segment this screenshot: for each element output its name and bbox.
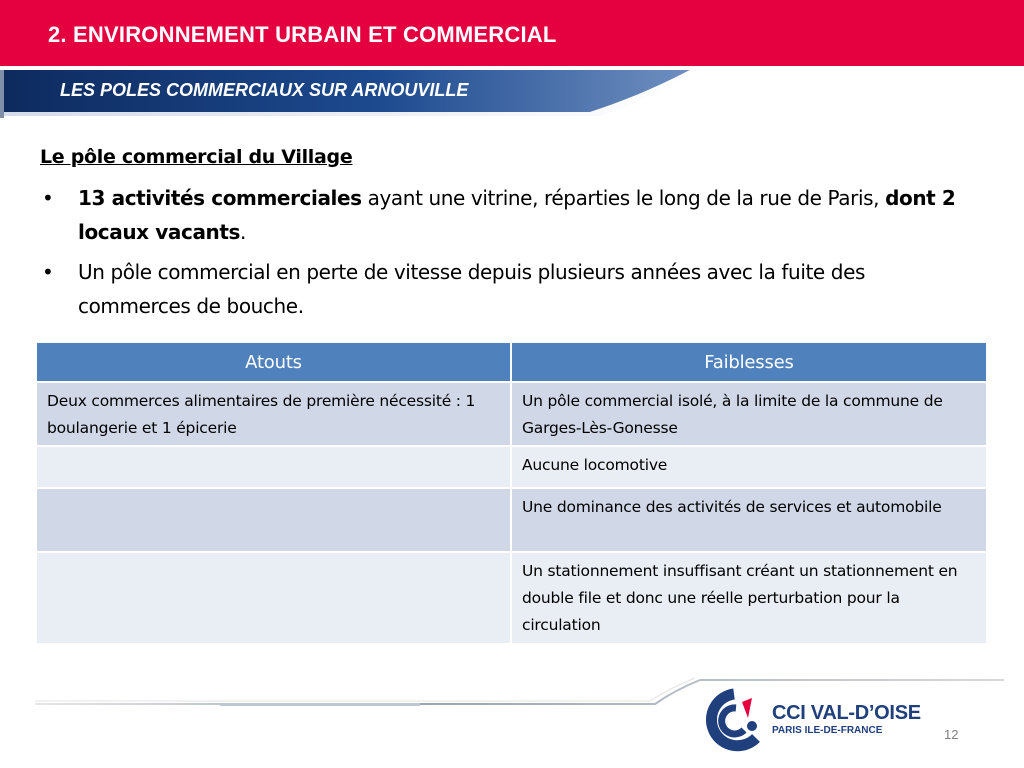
table-row <box>37 447 988 489</box>
logo-subtitle: PARIS ILE-DE-FRANCE <box>772 725 883 736</box>
bullet-bold-text: 13 activités commerciales <box>78 186 362 210</box>
table-cell: Un stationnement insuffisant créant un stationnement en double file et donc une réelle perturbation pour la circulation <box>512 553 988 645</box>
table-cell: Une dominance des activités de services et automobile <box>512 489 988 553</box>
content-heading: Le pôle commercial du Village <box>40 146 353 168</box>
table-cell: Aucune locomotive <box>512 447 988 489</box>
bullet-bold-text: dont 2 locaux vacants <box>78 186 956 244</box>
bullet-item <box>40 255 975 323</box>
table-row <box>37 489 988 553</box>
table-row <box>37 383 988 447</box>
bullet-icon: • <box>42 260 54 284</box>
table-header-row <box>37 343 988 383</box>
page-title: 2. ENVIRONNEMENT URBAIN ET COMMERCIAL <box>48 22 557 47</box>
swot-table <box>37 343 988 645</box>
table-cell: Un pôle commercial isolé, à la limite de la commune de Garges-Lès-Gonesse <box>512 383 988 447</box>
column-header-atouts: Atouts <box>37 343 512 383</box>
section-subtitle: LES POLES COMMERCIAUX SUR ARNOUVILLE <box>60 80 469 100</box>
page-number: 12 <box>944 727 959 742</box>
logo-name: CCI VAL-D’OISE <box>772 702 921 724</box>
bullet-text: ayant une vitrine, réparties le long de la rue de Paris, <box>361 186 886 210</box>
table-cell: Deux commerces alimentaires de première nécessité : 1 boulangerie et 1 épicerie <box>37 383 512 447</box>
table-cell <box>37 447 512 489</box>
bullet-text: . <box>240 220 247 244</box>
column-header-faiblesses: Faiblesses <box>512 343 988 383</box>
bullet-item <box>40 181 975 249</box>
table-row <box>37 553 988 645</box>
bullet-icon: • <box>42 186 54 210</box>
table-cell <box>37 553 512 645</box>
bullet-text: Un pôle commercial en perte de vitesse depuis plusieurs années avec la fuite des commerces de bouche. <box>78 260 865 318</box>
table-cell <box>37 489 512 553</box>
bullet-list <box>40 181 975 329</box>
